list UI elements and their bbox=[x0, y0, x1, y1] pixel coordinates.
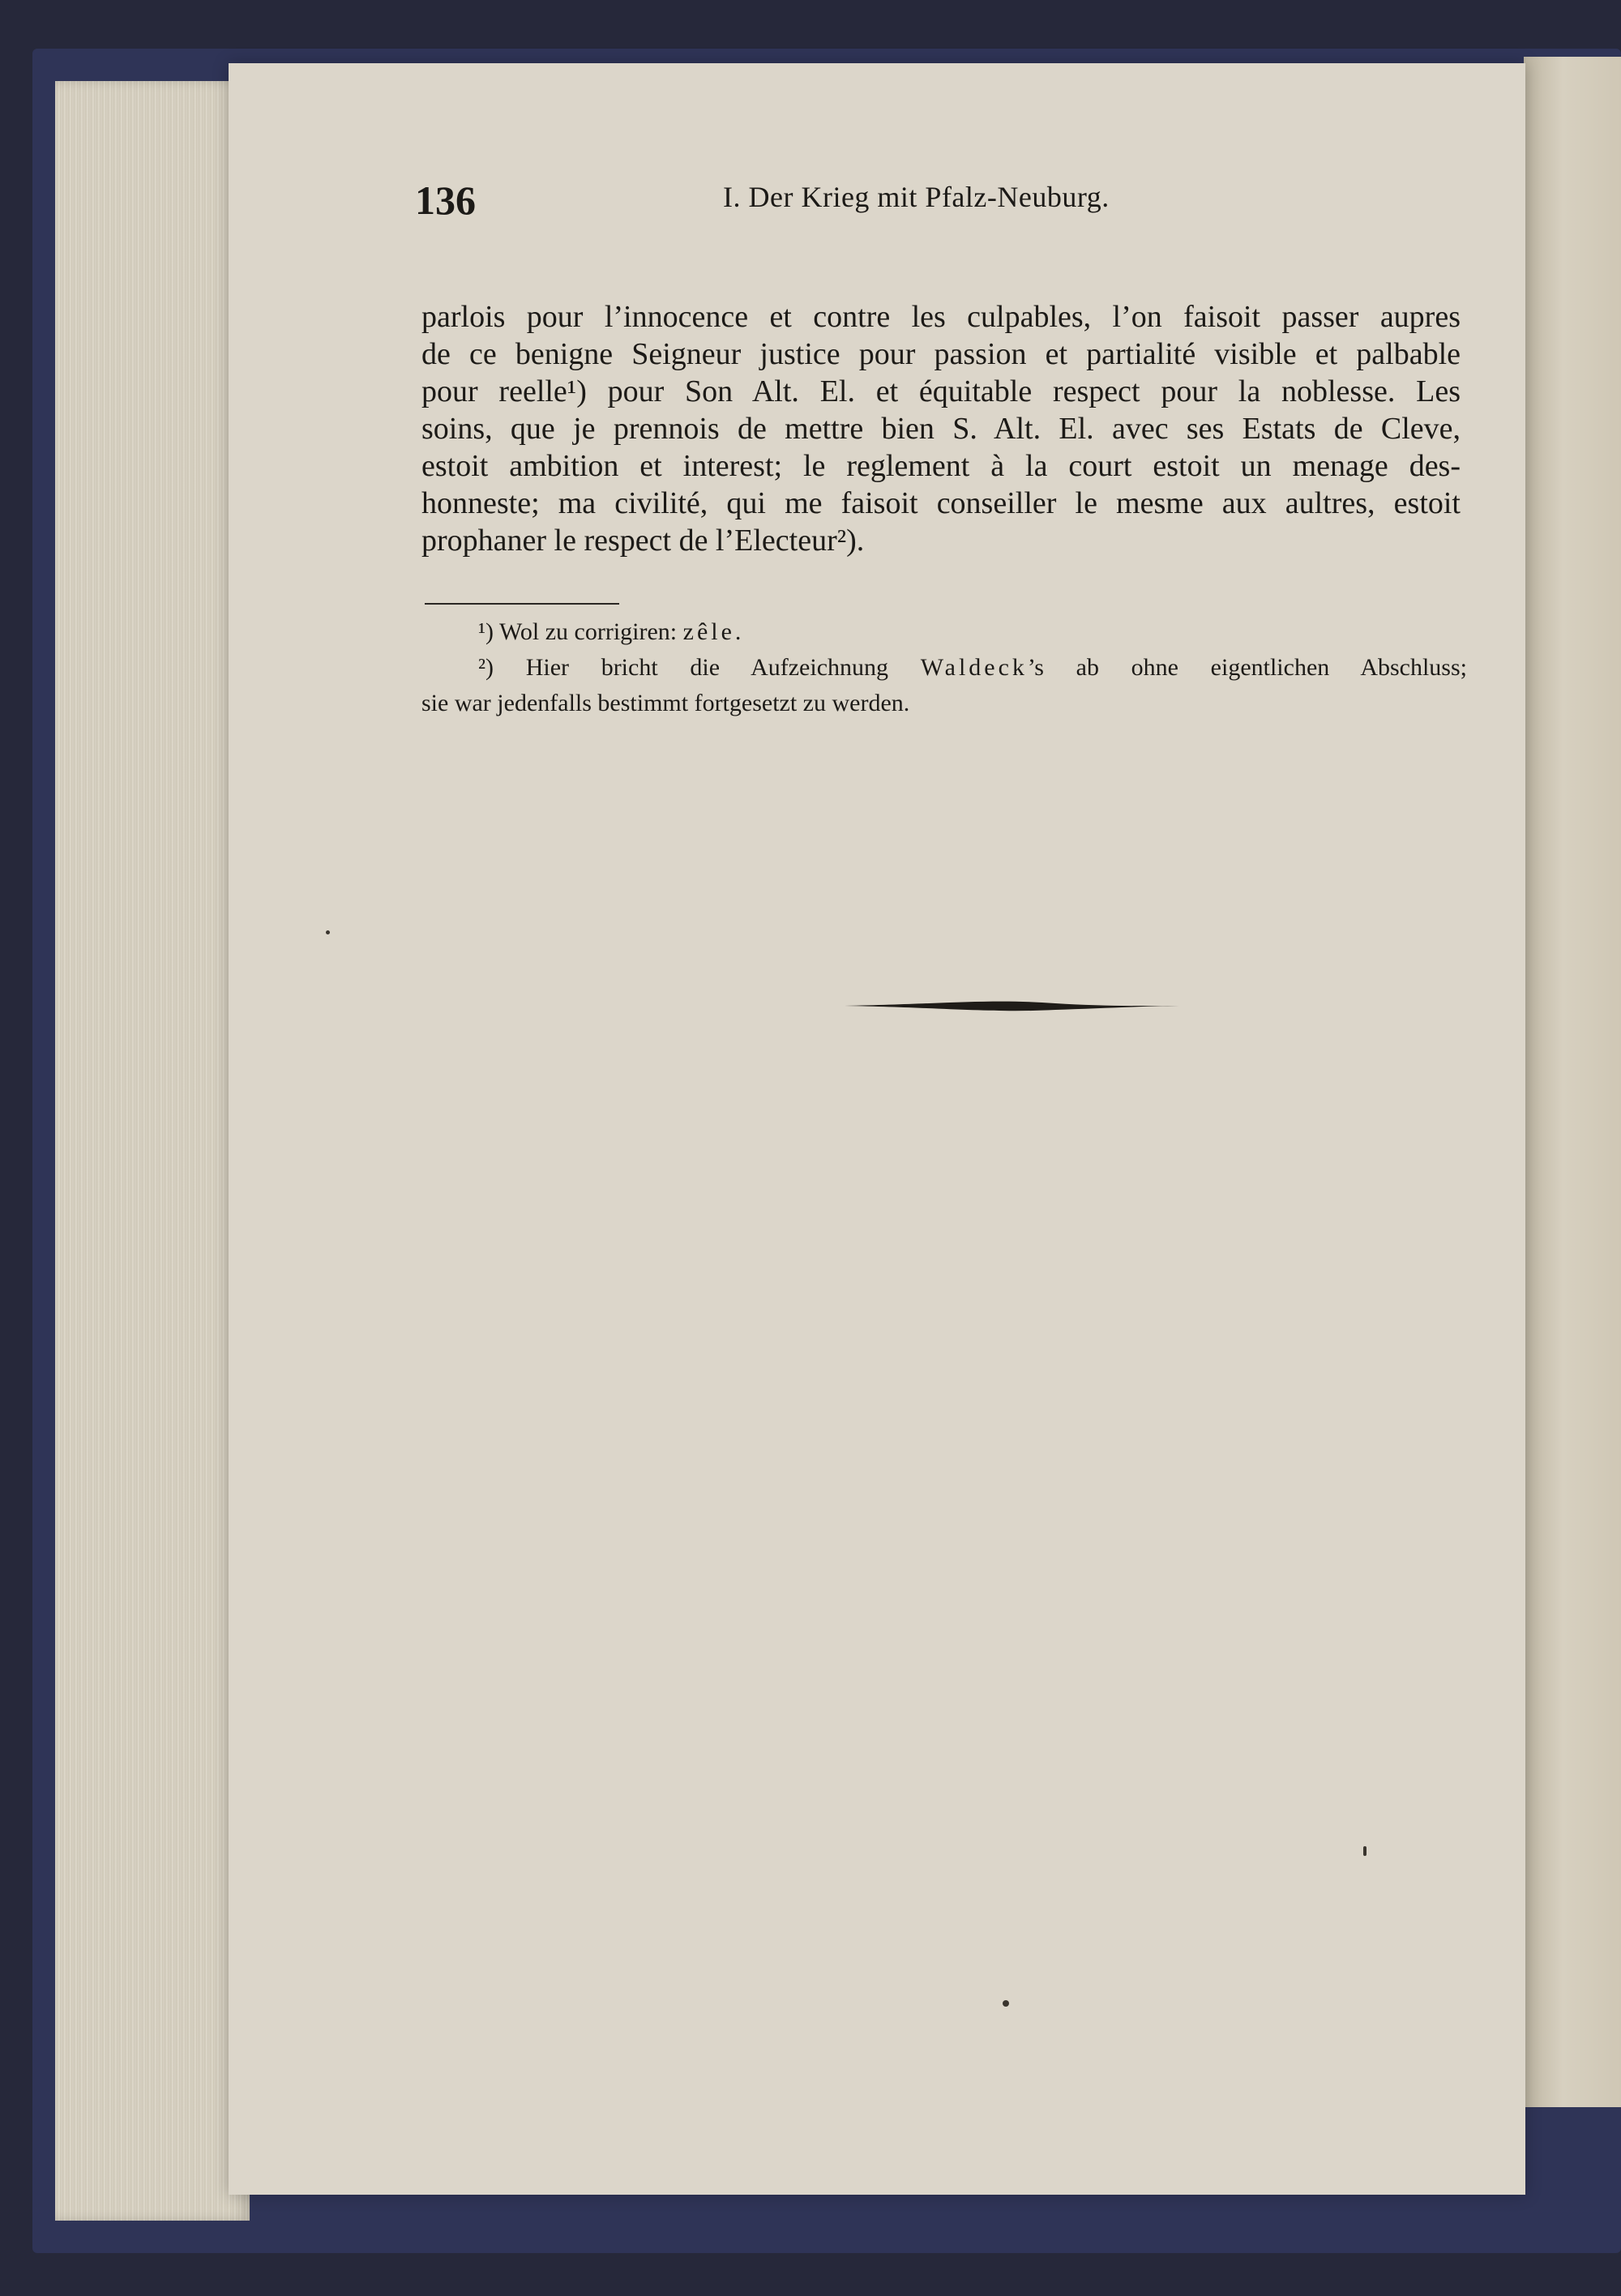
footnote-marker: ²) bbox=[478, 654, 494, 681]
body-line: de ce benigne Seigneur justice pour passion et partialité visible et palbable bbox=[421, 337, 1461, 371]
paper-speck bbox=[1003, 2000, 1009, 2007]
ornament-rule bbox=[845, 995, 1185, 1016]
body-line: honneste; ma civilité, qui me faisoit conseiller le mesme aux aultres, estoit bbox=[421, 486, 1461, 520]
page-header bbox=[415, 177, 1461, 225]
footnote-1 bbox=[421, 614, 1467, 650]
footnote-word: zêle. bbox=[682, 618, 745, 645]
page-edges-left bbox=[55, 81, 250, 2221]
footnote-marker: ¹) bbox=[478, 618, 494, 645]
ornament-swell bbox=[845, 1002, 1185, 1011]
footnote-text: Wol zu corrigiren: bbox=[498, 618, 678, 645]
footnote-2 bbox=[421, 650, 1467, 686]
footnote-text: Hier bricht die Aufzeichnung bbox=[525, 654, 889, 681]
body-line: estoit ambition et interest; le reglement à la court estoit un menage des- bbox=[421, 449, 1461, 483]
body-line: soins, que je prennois de mettre bien S. Alt. El. avec ses Estats de Cleve, bbox=[421, 412, 1461, 446]
book-page bbox=[229, 63, 1525, 2195]
paper-speck bbox=[1363, 1846, 1367, 1856]
footnote-rule bbox=[425, 603, 619, 605]
page-number: 136 bbox=[415, 177, 476, 223]
body-line: parlois pour l’innocence et contre les culpables, l’on faisoit passer aupres bbox=[421, 300, 1461, 334]
paper-speck bbox=[326, 930, 330, 934]
footnotes bbox=[421, 614, 1467, 721]
footnote-name: Waldeck bbox=[920, 654, 1028, 681]
body-line: pour reelle¹) pour Son Alt. El. et équitable respect pour la noblesse. Les bbox=[421, 374, 1461, 408]
body-line: prophaner le respect de l’Electeur²). bbox=[421, 524, 865, 558]
body-text bbox=[421, 298, 1461, 559]
footnote-2-continued: sie war jedenfalls bestimmt fortgesetzt zu werden. bbox=[421, 690, 910, 716]
running-title: I. Der Krieg mit Pfalz-Neuburg. bbox=[723, 181, 1110, 213]
page-edges-right bbox=[1524, 57, 1621, 2107]
footnote-text: ’s ab ohne eigentlichen Abschluss; bbox=[1027, 654, 1467, 681]
